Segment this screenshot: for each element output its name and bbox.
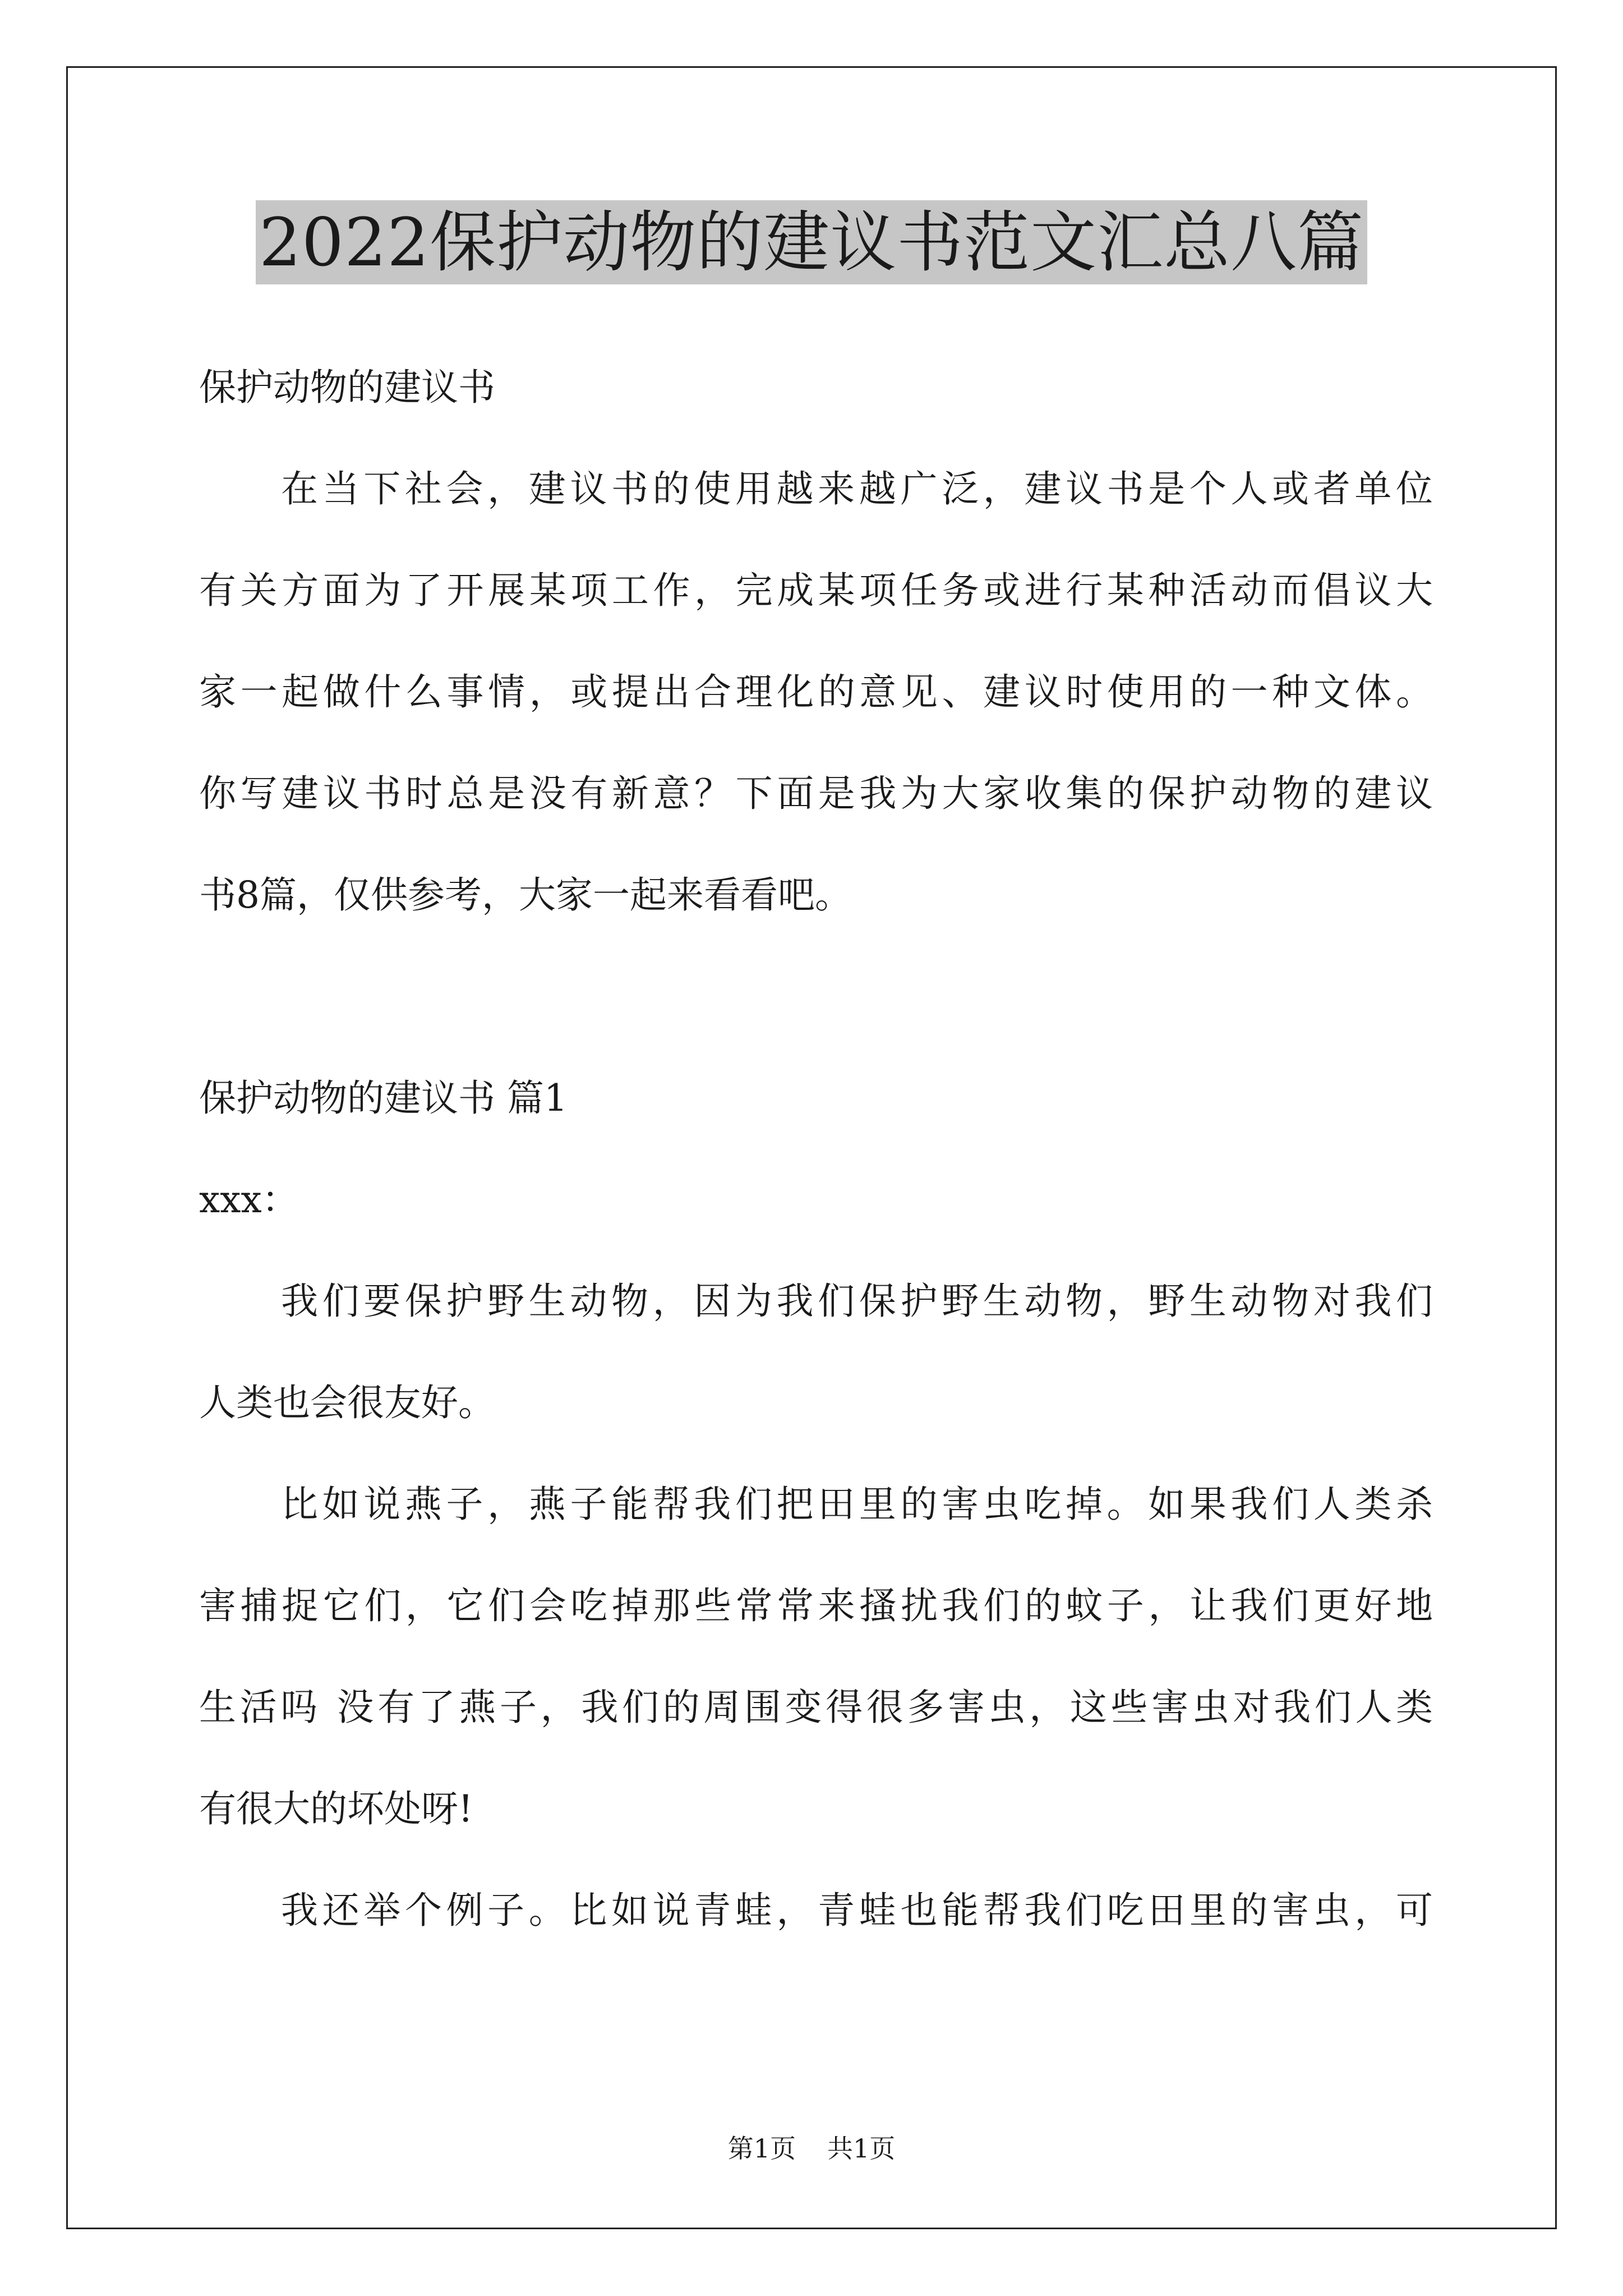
section-heading: 保护动物的建议书 篇1	[199, 1076, 568, 1120]
blank-line	[199, 946, 1433, 1047]
document-body	[199, 337, 1433, 1961]
paragraph-line: 书8篇，仅供参考，大家一起来看看吧。	[199, 873, 852, 917]
page-footer	[0, 2132, 1623, 2165]
page-number-total: 共1页	[827, 2133, 896, 2164]
paragraph-line: 害捕捉它们，它们会吃掉那些常常来搔扰我们的蚊子，让我们更好地	[199, 1584, 1433, 1627]
paragraph-line: 比如说燕子，燕子能帮我们把田里的害虫吃掉。如果我们人类杀	[281, 1483, 1433, 1526]
paragraph-line: 在当下社会，建议书的使用越来越广泛，建议书是个人或者单位	[281, 467, 1433, 510]
paragraph-line: 生活吗 没有了燕子，我们的周围变得很多害虫，这些害虫对我们人类	[199, 1686, 1433, 1729]
document-title: 2022保护动物的建议书范文汇总八篇	[256, 200, 1367, 284]
paragraph-line: 人类也会很友好。	[199, 1381, 495, 1424]
salutation: xxx：	[199, 1178, 299, 1221]
paragraph-line: 我还举个例子。比如说青蛙，青蛙也能帮我们吃田里的害虫，可	[281, 1889, 1433, 1932]
section-heading: 保护动物的建议书	[199, 366, 495, 409]
paragraph-line: 我们要保护野生动物，因为我们保护野生动物，野生动物对我们	[281, 1280, 1433, 1323]
paragraph-line: 你写建议书时总是没有新意？下面是我为大家收集的保护动物的建议	[199, 772, 1433, 815]
paragraph-line: 家一起做什么事情，或提出合理化的意见、建议时使用的一种文体。	[199, 670, 1433, 714]
page-number-current: 第1页	[727, 2133, 796, 2164]
paragraph-line: 有关方面为了开展某项工作，完成某项任务或进行某种活动而倡议大	[199, 569, 1433, 612]
title-container	[0, 200, 1623, 284]
paragraph-line: 有很大的坏处呀!	[199, 1787, 473, 1830]
